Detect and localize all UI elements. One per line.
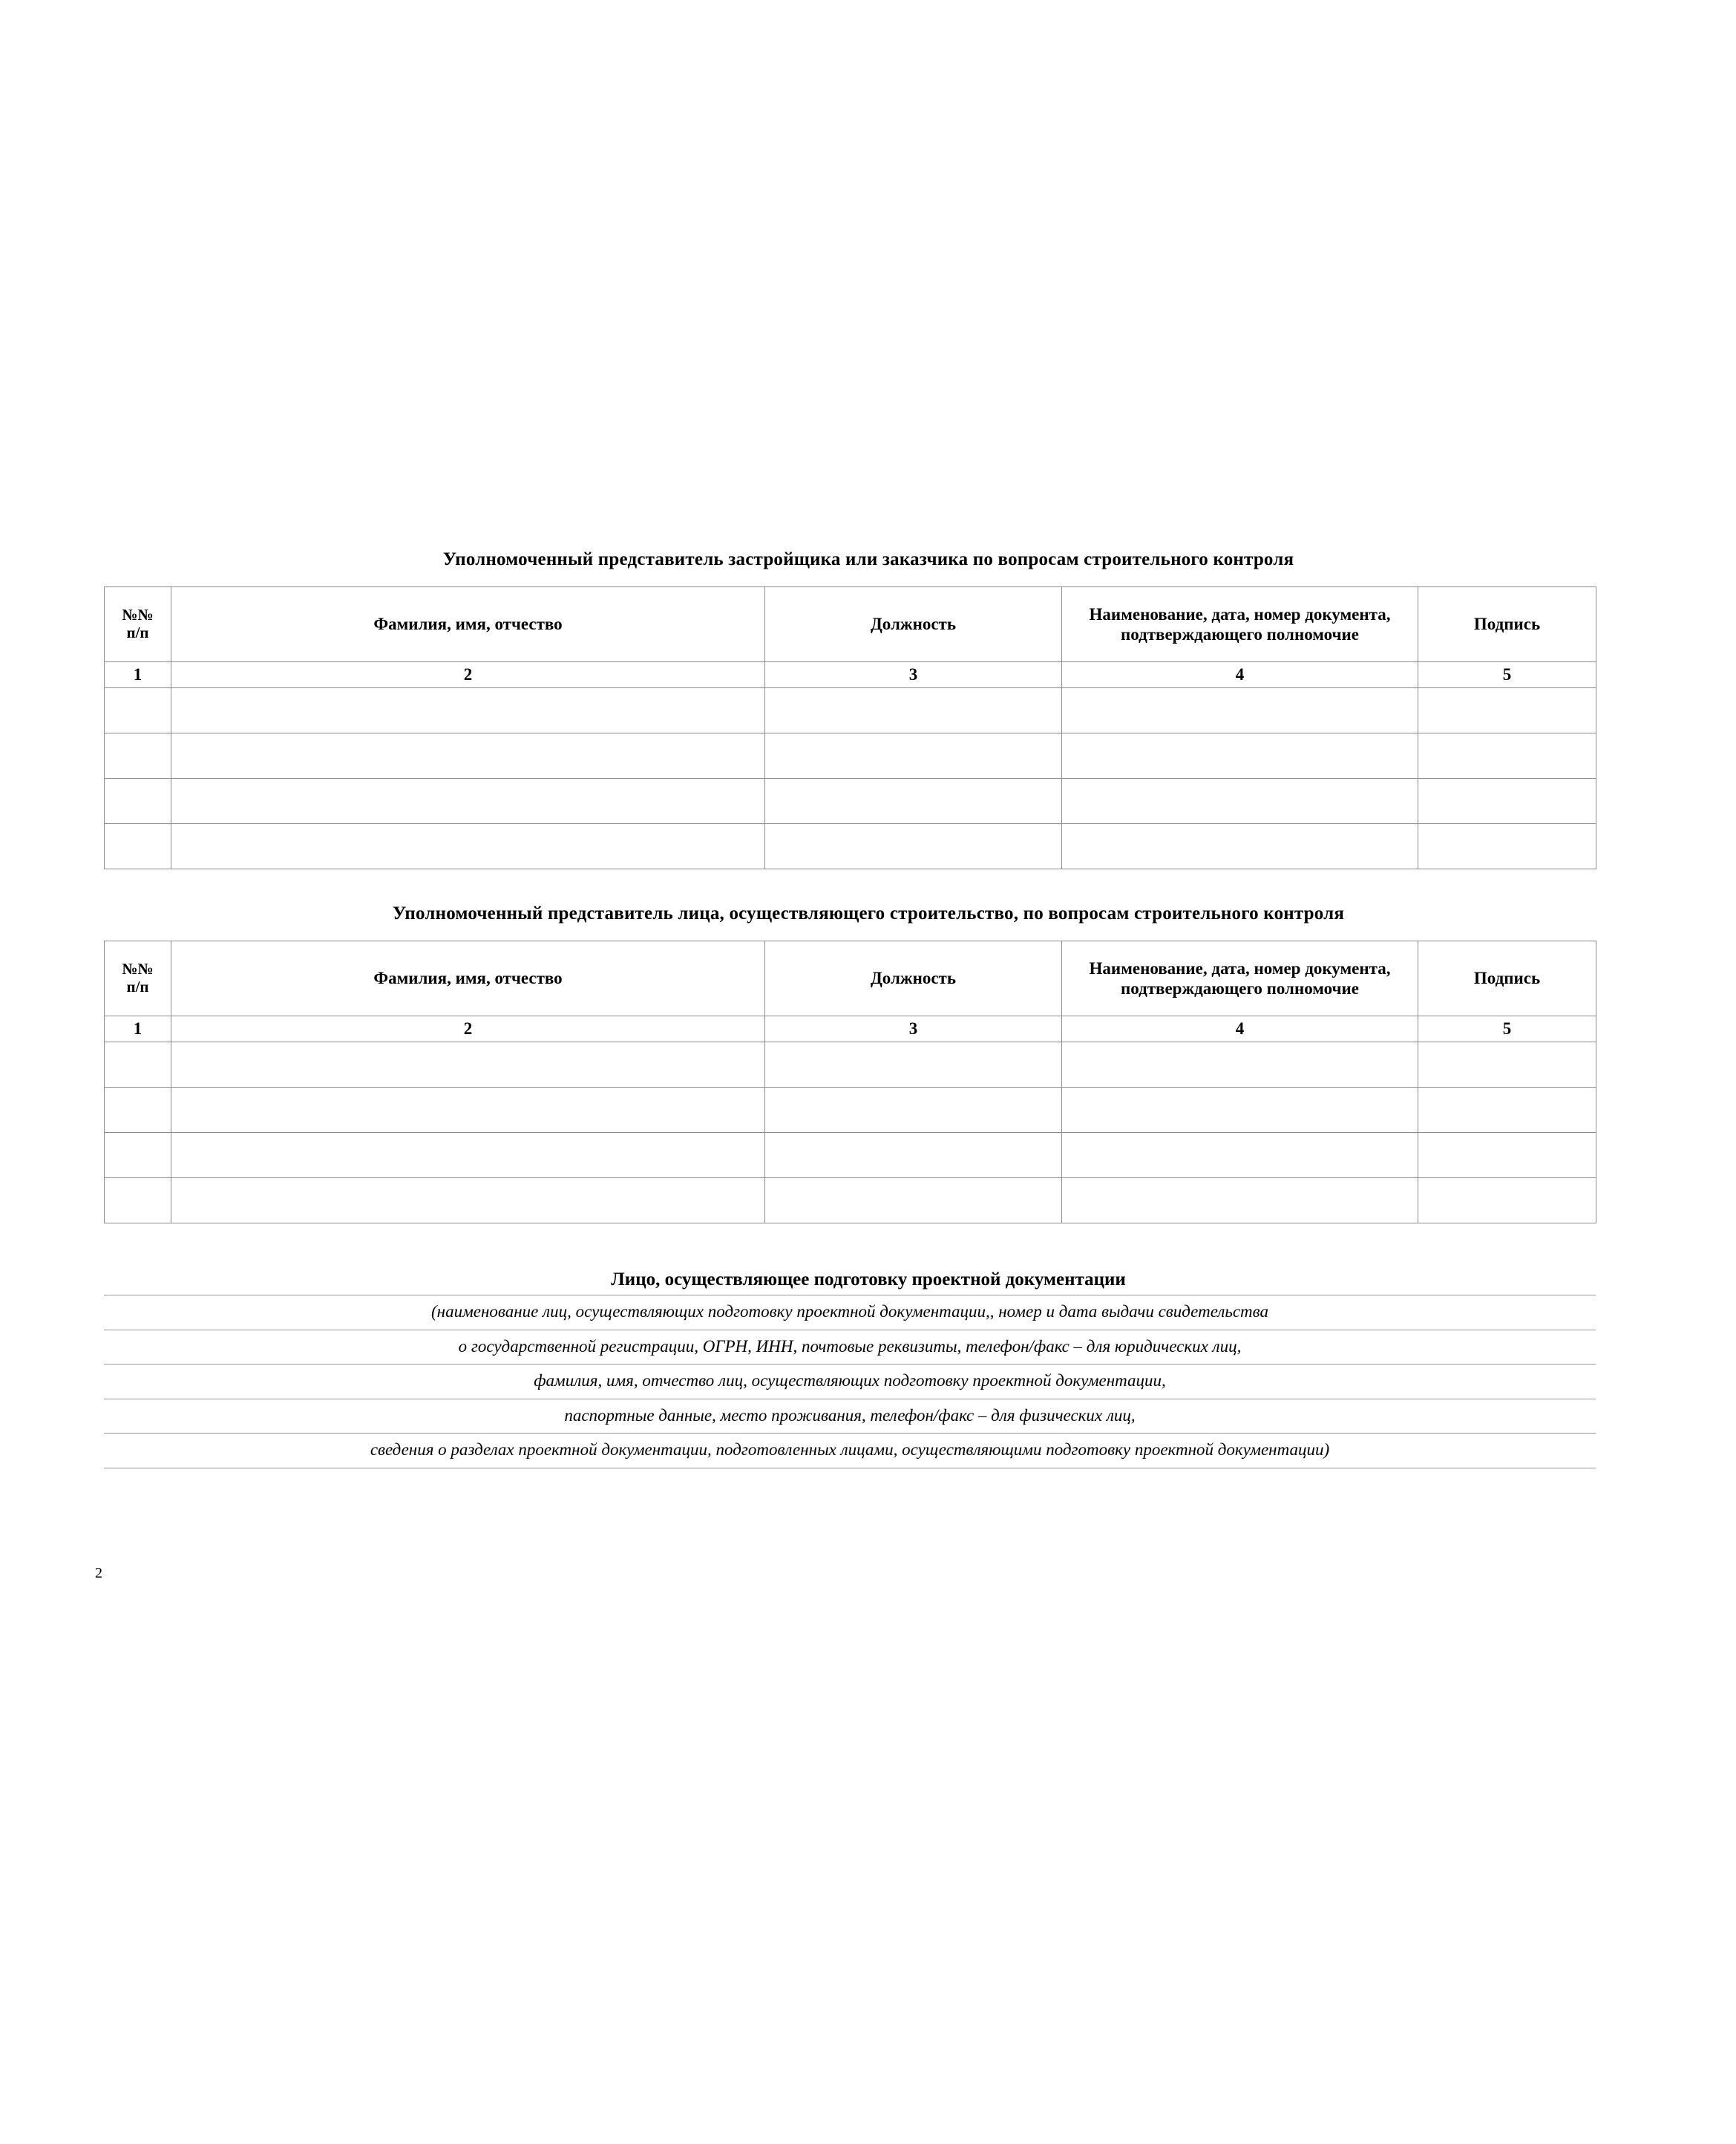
cell-signature[interactable] bbox=[1418, 1042, 1596, 1088]
header-position: Должность bbox=[765, 941, 1062, 1016]
header-signature: Подпись bbox=[1418, 587, 1596, 662]
header-document: Наименование, дата, номер документа, подтверждающего полномочие bbox=[1062, 941, 1418, 1016]
table-row[interactable] bbox=[105, 733, 1596, 779]
cell-number[interactable] bbox=[105, 733, 171, 779]
cell-position[interactable] bbox=[765, 779, 1062, 824]
cell-position[interactable] bbox=[765, 1088, 1062, 1133]
column-number-4: 4 bbox=[1062, 1016, 1418, 1042]
cell-document[interactable] bbox=[1062, 1088, 1418, 1133]
table-row[interactable] bbox=[105, 1042, 1596, 1088]
cell-document[interactable] bbox=[1062, 1133, 1418, 1178]
cell-document[interactable] bbox=[1062, 824, 1418, 869]
cell-number[interactable] bbox=[105, 1133, 171, 1178]
table-row[interactable] bbox=[105, 824, 1596, 869]
cell-fullname[interactable] bbox=[171, 779, 765, 824]
cell-position[interactable] bbox=[765, 1133, 1062, 1178]
cell-fullname[interactable] bbox=[171, 1178, 765, 1223]
table-row[interactable] bbox=[105, 688, 1596, 733]
cell-signature[interactable] bbox=[1418, 779, 1596, 824]
cell-position[interactable] bbox=[765, 1042, 1062, 1088]
cell-number[interactable] bbox=[105, 1042, 171, 1088]
column-number-3: 3 bbox=[765, 662, 1062, 688]
cell-position[interactable] bbox=[765, 688, 1062, 733]
cell-fullname[interactable] bbox=[171, 733, 765, 779]
section-title-project-documentation-preparer: Лицо, осуществляющее подготовку проектной документации bbox=[611, 1269, 1126, 1290]
cell-signature[interactable] bbox=[1418, 688, 1596, 733]
column-number-4: 4 bbox=[1062, 662, 1418, 688]
table-row[interactable] bbox=[105, 1178, 1596, 1223]
cell-number[interactable] bbox=[105, 1178, 171, 1223]
cell-number[interactable] bbox=[105, 779, 171, 824]
table-header-row bbox=[105, 941, 1596, 1016]
section-title-builder-representative: Уполномоченный представитель лица, осуществляющего строительство, по вопросам строительного контроля bbox=[392, 903, 1345, 924]
header-number-line1: №№ bbox=[122, 960, 154, 978]
cell-signature[interactable] bbox=[1418, 733, 1596, 779]
cell-number[interactable] bbox=[105, 824, 171, 869]
builder-representative-table bbox=[104, 941, 1596, 1223]
caption-line-1: (наименование лиц, осуществляющих подготовку проектной документации,, номер и дата выдачи свидетельства bbox=[431, 1302, 1268, 1321]
header-signature: Подпись bbox=[1418, 941, 1596, 1016]
column-number-5: 5 bbox=[1418, 662, 1596, 688]
header-position: Должность bbox=[765, 587, 1062, 662]
document-content bbox=[104, 549, 1633, 1468]
fill-in-lines-block bbox=[104, 1295, 1596, 1468]
caption-line-4: паспортные данные, место проживания, телефон/факс – для физических лиц, bbox=[564, 1405, 1136, 1425]
table-row[interactable] bbox=[105, 779, 1596, 824]
column-number-2: 2 bbox=[171, 662, 765, 688]
cell-number[interactable] bbox=[105, 688, 171, 733]
cell-fullname[interactable] bbox=[171, 1133, 765, 1178]
cell-document[interactable] bbox=[1062, 1178, 1418, 1223]
caption-line-3: фамилия, имя, отчество лиц, осуществляющих подготовку проектной документации, bbox=[534, 1371, 1166, 1390]
developer-representative-table bbox=[104, 586, 1596, 869]
header-number-line1: №№ bbox=[122, 606, 154, 624]
cell-fullname[interactable] bbox=[171, 1088, 765, 1133]
cell-fullname[interactable] bbox=[171, 1042, 765, 1088]
caption-line-2: о государственной регистрации, ОГРН, ИНН, почтовые реквизиты, телефон/факс – для юридических лиц, bbox=[458, 1336, 1242, 1356]
table-row[interactable] bbox=[105, 1133, 1596, 1178]
header-number bbox=[105, 587, 171, 662]
header-fullname: Фамилия, имя, отчество bbox=[171, 941, 765, 1016]
cell-document[interactable] bbox=[1062, 733, 1418, 779]
header-number-line2: п/п bbox=[126, 624, 149, 641]
header-number-line2: п/п bbox=[126, 978, 149, 996]
cell-position[interactable] bbox=[765, 824, 1062, 869]
section-title-developer-representative: Уполномоченный представитель застройщика или заказчика по вопросам строительного контроля bbox=[442, 549, 1294, 569]
cell-position[interactable] bbox=[765, 733, 1062, 779]
cell-document[interactable] bbox=[1062, 1042, 1418, 1088]
caption-line-5: сведения о разделах проектной документации, подготовленных лицами, осуществляющими подготовку проектной документации) bbox=[370, 1440, 1330, 1460]
column-number-2: 2 bbox=[171, 1016, 765, 1042]
cell-signature[interactable] bbox=[1418, 1088, 1596, 1133]
cell-signature[interactable] bbox=[1418, 1133, 1596, 1178]
column-number-1: 1 bbox=[105, 662, 171, 688]
cell-document[interactable] bbox=[1062, 779, 1418, 824]
cell-fullname[interactable] bbox=[171, 688, 765, 733]
column-number-5: 5 bbox=[1418, 1016, 1596, 1042]
cell-fullname[interactable] bbox=[171, 824, 765, 869]
page-number: 2 bbox=[95, 1565, 102, 1581]
column-number-3: 3 bbox=[765, 1016, 1062, 1042]
cell-number[interactable] bbox=[105, 1088, 171, 1133]
cell-position[interactable] bbox=[765, 1178, 1062, 1223]
cell-signature[interactable] bbox=[1418, 824, 1596, 869]
cell-document[interactable] bbox=[1062, 688, 1418, 733]
table-row[interactable] bbox=[105, 1088, 1596, 1133]
column-number-1: 1 bbox=[105, 1016, 171, 1042]
table-column-numbers-row bbox=[105, 662, 1596, 688]
header-number bbox=[105, 941, 171, 1016]
table-column-numbers-row bbox=[105, 1016, 1596, 1042]
cell-signature[interactable] bbox=[1418, 1178, 1596, 1223]
table-header-row bbox=[105, 587, 1596, 662]
header-fullname: Фамилия, имя, отчество bbox=[171, 587, 765, 662]
header-document: Наименование, дата, номер документа, подтверждающего полномочие bbox=[1062, 587, 1418, 662]
